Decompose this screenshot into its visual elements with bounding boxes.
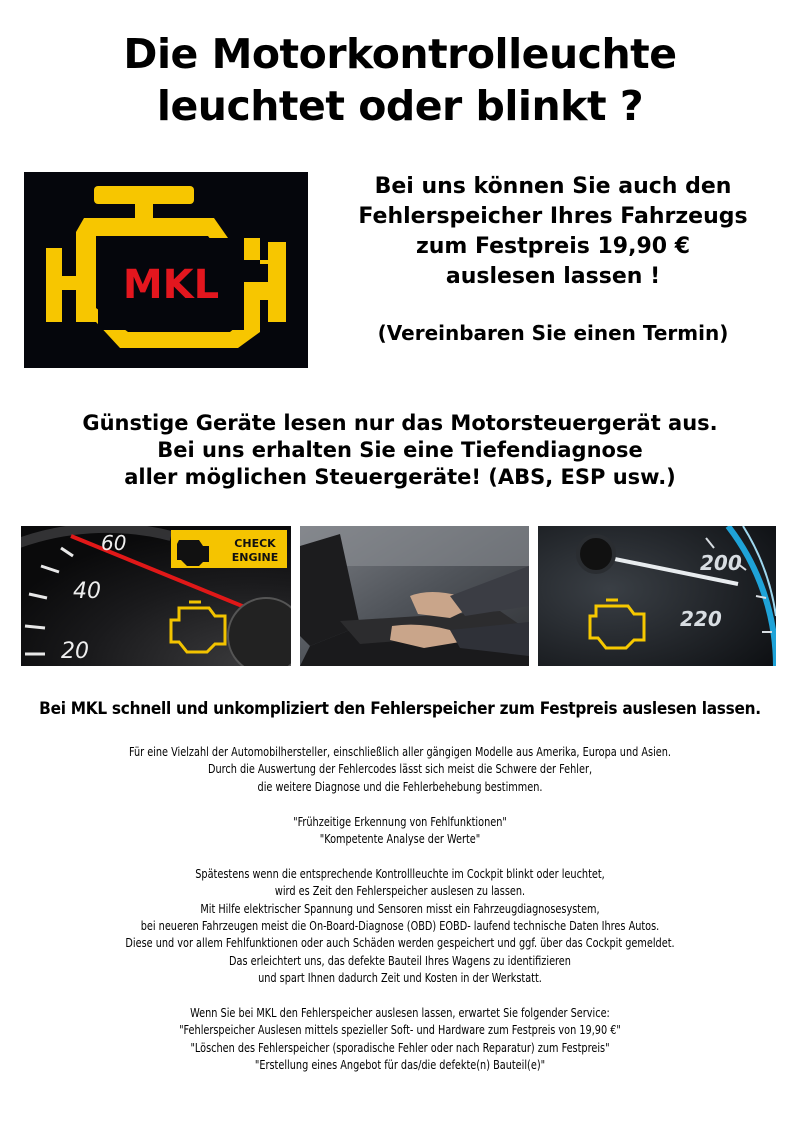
body-line: wird es Zeit den Fehlerspeicher auslesen zu lassen. (274, 884, 526, 899)
logo-text: MKL (122, 262, 220, 308)
body-line: Mit Hilfe elektrischer Spannung und Sensoren misst ein Fahrzeugdiagnosesystem, (200, 901, 600, 916)
body-line: Spätestens wenn die entsprechende Kontrollleuchte im Cockpit blinkt oder leuchtet, (195, 866, 605, 881)
diagnosis-block (0, 410, 800, 491)
gauge-label: 60 (101, 531, 127, 555)
diagnosis-line: Bei uns erhalten Sie eine Tiefendiagnose (157, 438, 643, 462)
body-line: Diese und vor allem Fehlfunktionen oder auch Schäden werden gespeichert und ggf. über das Cockpit gemeldet. (125, 936, 675, 951)
speedometer-photo-left (21, 526, 291, 666)
body-line: "Erstellung eines Angebot für das/die defekte(n) Bauteil(e)" (254, 1058, 546, 1073)
body-paragraph (0, 866, 800, 988)
title-line-2: leuchtet oder blinkt ? (156, 82, 644, 130)
appointment-note: (Vereinbaren Sie einen Termin) (377, 321, 729, 345)
page-title (0, 28, 800, 132)
gauge-label: 200 (700, 551, 742, 575)
offer-block (318, 172, 788, 348)
body-line: Das erleichtert uns, das defekte Bauteil Ihres Wagens zu identifizieren (229, 953, 571, 968)
laptop-photo (300, 526, 529, 666)
offer-line: zum Festpreis 19,90 € (415, 234, 691, 259)
body-line: "Frühzeitige Erkennung von Fehlfunktionen" (293, 814, 507, 829)
offer-line: auslesen lassen ! (445, 264, 661, 289)
gauge-label: 40 (73, 579, 101, 604)
speedometer-photo-right (538, 526, 776, 666)
body-line: Wenn Sie bei MKL den Fehlerspeicher auslesen lassen, erwartet Sie folgender Service: (190, 1006, 610, 1021)
gauge-label: 20 (61, 639, 89, 664)
badge-line: CHECK (234, 537, 276, 550)
gauge-label: 220 (680, 607, 722, 631)
offer-line: Fehlerspeicher Ihres Fahrzeugs (358, 204, 748, 229)
body-paragraph (0, 814, 800, 849)
body-line: "Löschen des Fehlerspeicher (sporadische Fehler oder nach Reparatur) zum Festpreis" (190, 1040, 610, 1055)
body-paragraph (0, 1005, 800, 1075)
body-line: Für eine Vielzahl der Automobilhersteller, einschließlich aller gängigen Modelle aus Amerika, Europa und Asien. (128, 745, 672, 759)
engine-check-icon (24, 172, 308, 368)
body-paragraph (0, 744, 800, 796)
body-text (0, 744, 800, 1092)
offer-line: Bei uns können Sie auch den (374, 174, 732, 199)
body-line: "Kompetente Analyse der Werte" (319, 832, 481, 847)
body-line: Durch die Auswertung der Fehlercodes lässt sich meist die Schwere der Fehler, (207, 762, 593, 777)
body-line: und spart Ihnen dadurch Zeit und Kosten in der Werkstatt. (258, 971, 542, 986)
body-line: bei neueren Fahrzeugen meist die On-Board-Diagnose (OBD) EOBD- laufend technische Daten Ihres Autos. (140, 919, 660, 934)
headline: Bei MKL schnell und unkompliziert den Fehlerspeicher zum Festpreis auslesen lassen. (39, 699, 761, 718)
diagnosis-line: aller möglichen Steuergeräte! (ABS, ESP usw.) (124, 465, 676, 489)
title-line-1: Die Motorkontrolleuchte (123, 30, 677, 78)
body-line: die weitere Diagnose und die Fehlerbehebung bestimmen. (257, 779, 543, 794)
mkl-logo (24, 172, 308, 368)
body-line: "Fehlerspeicher Auslesen mittels spezieller Soft- und Hardware zum Festpreis von 19,90 €" (179, 1023, 621, 1038)
badge-line: ENGINE (231, 551, 279, 564)
diagnosis-line: Günstige Geräte lesen nur das Motorsteuergerät aus. (82, 411, 718, 435)
